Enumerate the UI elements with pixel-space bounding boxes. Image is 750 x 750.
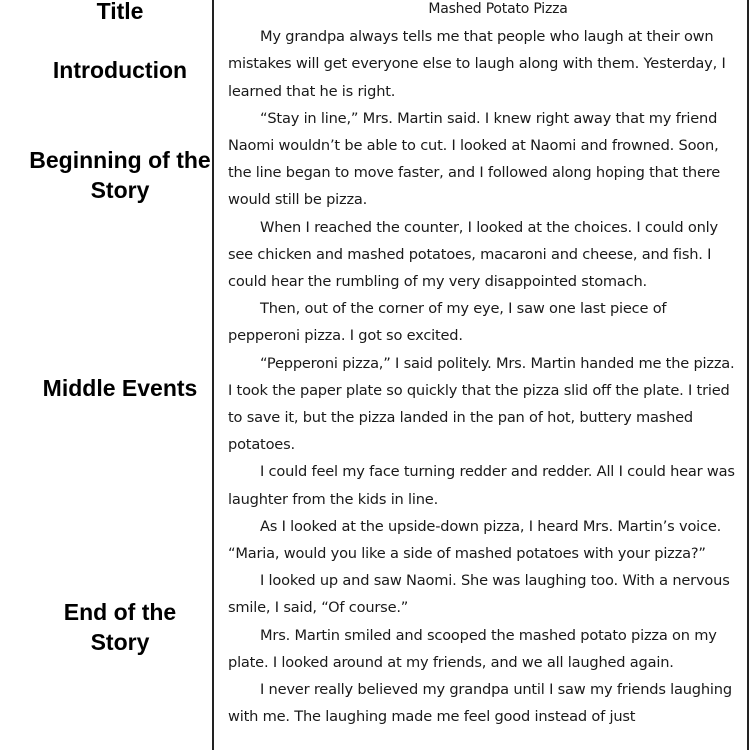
paragraph-9: Mrs. Martin smiled and scooped the mashed potato pizza on my plate. I looked around at my friends, and we all laughed again. <box>228 626 717 671</box>
paragraph-10: I never really believed my grandpa until I saw my friends laughing with me. The laughing made me feel good instead of just <box>228 681 732 726</box>
story-text <box>228 0 738 730</box>
paragraph-4: Then, out of the corner of my eye, I saw one last piece of pepperoni pizza. I got so excited. <box>228 300 667 345</box>
paragraph-6: I could feel my face turning redder and redder. All I could hear was laughter from the kids in line. <box>228 463 735 508</box>
paragraph-1: My grandpa always tells me that people who laugh at their own mistakes will get everyone else to laugh along with them. Yesterday, I learned that he is right. <box>228 28 726 100</box>
paragraph-3: When I reached the counter, I looked at the choices. I could only see chicken and mashed potatoes, macaroni and cheese, and fish. I could hear the rumbling of my very disappointed stomach. <box>228 218 718 291</box>
right-border <box>747 0 749 750</box>
label-introduction: Introduction <box>52 57 188 83</box>
paragraph-8: I looked up and saw Naomi. She was laughing too. With a nervous smile, I said, “Of course.” <box>228 572 730 617</box>
label-title: Title <box>96 0 144 24</box>
label-middle-events: Middle Events <box>42 375 198 401</box>
label-end-of-story: End of the Story <box>63 599 177 655</box>
story-title: Mashed Potato Pizza <box>428 1 568 17</box>
label-beginning-of-story: Beginning of the Story <box>29 147 211 203</box>
paragraph-7: As I looked at the upside-down pizza, I heard Mrs. Martin’s voice. “Maria, would you like a side of mashed potatoes with your pizza?” <box>228 517 722 563</box>
paragraph-5: “Pepperoni pizza,” I said politely. Mrs. Martin handed me the pizza. I took the paper plate so quickly that the pizza slid off the plate. I tried to save it, but the pizza landed in the pan of hot, buttery mashed potatoes. <box>228 354 735 454</box>
paragraph-2: “Stay in line,” Mrs. Martin said. I knew right away that my friend Naomi wouldn’t be able to cut. I looked at Naomi and frowned. Soon, the line began to move faster, and I followed along hoping that there would still be pizza. <box>228 109 721 209</box>
